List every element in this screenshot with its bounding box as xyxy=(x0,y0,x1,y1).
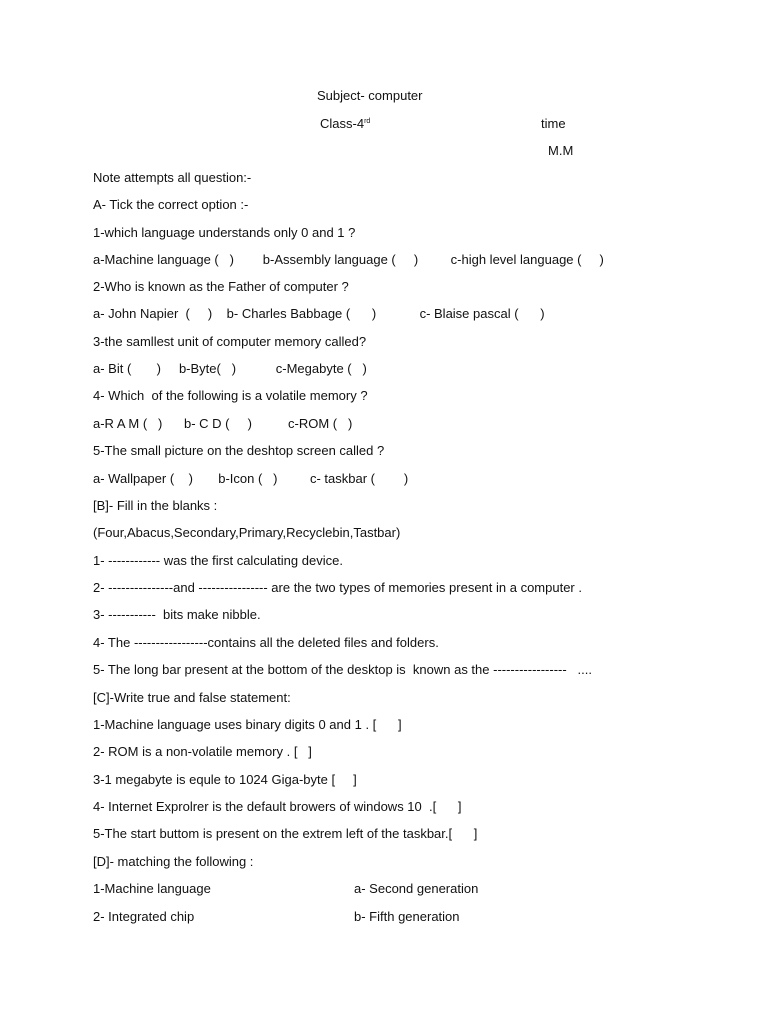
question-a2: 2-Who is known as the Father of computer ? xyxy=(93,279,349,294)
class-ordinal: rd xyxy=(364,118,371,125)
fill-blank-4: 4- The -----------------contains all the deleted files and folders. xyxy=(93,635,439,650)
match-left-2: 2- Integrated chip xyxy=(93,909,195,924)
options-a4: a-R A M ( ) b- C D ( ) c-ROM ( ) xyxy=(93,416,353,431)
match-right-2: b- Fifth generation xyxy=(354,909,460,924)
max-marks-label: M.M xyxy=(548,143,574,158)
section-b-title: [B]- Fill in the blanks : xyxy=(93,498,218,513)
section-c-title: [C]-Write true and false statement: xyxy=(93,690,291,705)
options-a1: a-Machine language ( ) b-Assembly language ( ) c-high level language ( ) xyxy=(93,252,604,267)
true-false-5: 5-The start buttom is present on the extrem left of the taskbar.[ ] xyxy=(93,826,478,841)
class-text: Class-4 xyxy=(320,116,365,131)
question-a1: 1-which language understands only 0 and 1 ? xyxy=(93,225,356,240)
question-a4: 4- Which of the following is a volatile memory ? xyxy=(93,388,368,403)
time-label: time xyxy=(541,116,566,131)
options-a2: a- John Napier ( ) b- Charles Babbage ( ) c- Blaise pascal ( ) xyxy=(93,306,545,321)
true-false-1: 1-Machine language uses binary digits 0 and 1 . [ ] xyxy=(93,717,402,732)
section-a-title: A- Tick the correct option :- xyxy=(93,197,249,212)
match-right-1: a- Second generation xyxy=(354,881,479,896)
fill-blank-3: 3- ----------- bits make nibble. xyxy=(93,607,261,622)
note-text: Note attempts all question:- xyxy=(93,170,252,185)
fill-blank-1: 1- ------------ was the first calculating device. xyxy=(93,553,343,568)
fill-blank-2: 2- ---------------and ---------------- are the two types of memories present in a computer . xyxy=(93,580,582,595)
options-a3: a- Bit ( ) b-Byte( ) c-Megabyte ( ) xyxy=(93,361,367,376)
word-bank: (Four,Abacus,Secondary,Primary,Recyclebin,Tastbar) xyxy=(93,525,401,540)
class-label xyxy=(320,116,370,132)
true-false-3: 3-1 megabyte is equle to 1024 Giga-byte [ ] xyxy=(93,772,357,787)
subject-heading: Subject- computer xyxy=(317,88,423,103)
options-a5: a- Wallpaper ( ) b-Icon ( ) c- taskbar ( ) xyxy=(93,471,409,486)
question-a5: 5-The small picture on the deshtop screen called ? xyxy=(93,443,385,458)
true-false-2: 2- ROM is a non-volatile memory . [ ] xyxy=(93,744,312,759)
question-a3: 3-the samllest unit of computer memory called? xyxy=(93,334,367,349)
fill-blank-5: 5- The long bar present at the bottom of the desktop is known as the ----------------- .... xyxy=(93,662,592,677)
section-d-title: [D]- matching the following : xyxy=(93,854,254,869)
match-left-1: 1-Machine language xyxy=(93,881,211,896)
true-false-4: 4- Internet Exprolrer is the default browers of windows 10 .[ ] xyxy=(93,799,462,814)
